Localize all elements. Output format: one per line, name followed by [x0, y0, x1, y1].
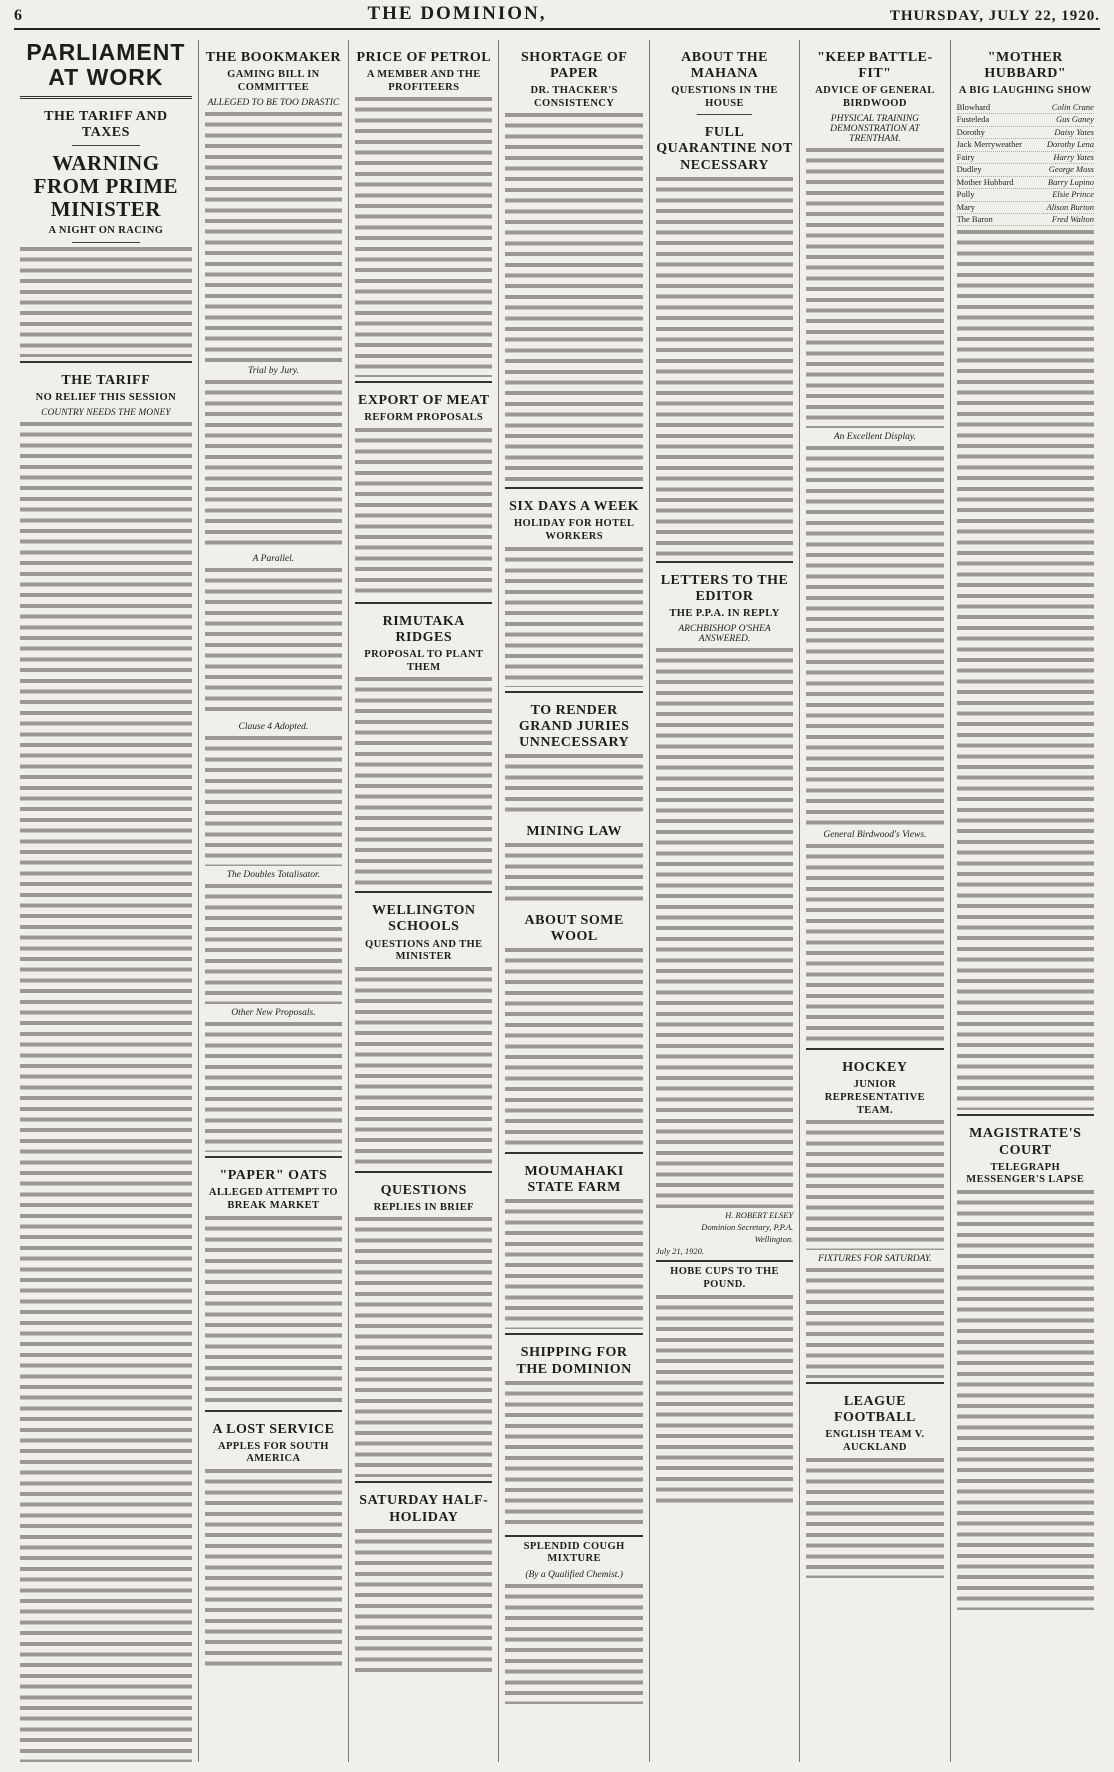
- article-body: [505, 113, 642, 483]
- mother-hubbard-heading: "MOTHER HUBBARD": [984, 50, 1067, 82]
- wool-heading: ABOUT SOME WOOL: [524, 913, 624, 945]
- gaming-bill-sub: GAMING BILL IN COMMITTEE: [227, 69, 320, 93]
- state-farm-heading: MOUMAHAKI STATE FARM: [524, 1164, 624, 1196]
- junior-team-sub: JUNIOR REPRESENTATIVE TEAM.: [824, 1079, 926, 1116]
- reform-sub: REFORM PROPOSALS: [364, 412, 484, 424]
- questions-heading: QUESTIONS: [380, 1182, 467, 1198]
- article-body: [806, 446, 943, 826]
- trial-by-jury-sub: Trial by Jury.: [247, 366, 299, 377]
- article-body: [505, 1199, 642, 1329]
- no-relief-sub: NO RELIEF THIS SESSION: [35, 391, 177, 403]
- archbishop-sub: ARCHBISHOP O'SHEA ANSWERED.: [678, 624, 771, 645]
- cast-row: Mary Alison Burton: [957, 202, 1094, 214]
- shipping-heading: SHIPPING FOR THE DOMINION: [516, 1345, 632, 1377]
- cast-row: Fusteleda Gus Ganey: [957, 114, 1094, 126]
- break-market-sub: ALLEGED ATTEMPT TO BREAK MARKET: [208, 1187, 338, 1211]
- article-body: [806, 1268, 943, 1378]
- article-body: [205, 568, 342, 718]
- rimutaka-heading: RIMUTAKA RIDGES: [382, 613, 465, 646]
- paper-oats-heading: "PAPER" OATS: [219, 1168, 328, 1184]
- cast-row: Blowhard Colin Crane: [957, 102, 1094, 114]
- new-proposals-sub: Other New Proposals.: [231, 1008, 316, 1019]
- article-body: [355, 1217, 492, 1477]
- article-body: [355, 967, 492, 1167]
- article-body: [205, 1022, 342, 1152]
- article-body: [505, 948, 642, 1148]
- hockey-heading: HOCKEY: [842, 1060, 908, 1076]
- article-body: [355, 1529, 492, 1679]
- chemist-sub: (By a Qualified Chemist.): [525, 1569, 623, 1580]
- column-4: [499, 40, 649, 1762]
- bookmaker-heading: THE BOOKMAKER: [205, 50, 342, 65]
- article-body: [355, 97, 492, 377]
- page-number: 6: [14, 7, 22, 24]
- article-body: [656, 177, 793, 557]
- article-body: [355, 677, 492, 887]
- lost-service-heading: A LOST SERVICE: [212, 1421, 335, 1437]
- half-holiday-heading: SATURDAY HALF-HOLIDAY: [359, 1493, 489, 1525]
- messenger-lapse-sub: TELEGRAPH MESSENGER'S LAPSE: [966, 1161, 1085, 1186]
- magistrates-court-heading: MAGISTRATE'S COURT: [969, 1126, 1082, 1158]
- column-7: [951, 40, 1100, 1762]
- column-2: [199, 40, 349, 1762]
- article-body: [205, 884, 342, 1004]
- grand-juries-heading: TO RENDER GRAND JURIES UNNECESSARY: [518, 702, 630, 750]
- english-team-sub: ENGLISH TEAM V. AUCKLAND: [825, 1429, 925, 1454]
- quarantine-heading: FULL QUARANTINE NOT NECESSARY: [656, 125, 793, 173]
- article-body: [505, 843, 642, 903]
- issue-date: THURSDAY, JULY 22, 1920.: [889, 8, 1100, 24]
- country-needs-sub: COUNTRY NEEDS THE MONEY: [41, 408, 171, 419]
- cast-row: Polly Elsie Prince: [957, 189, 1094, 201]
- article-body: [806, 844, 943, 1044]
- letter-body: [656, 648, 793, 1208]
- article-body: [205, 1469, 342, 1669]
- paper-name: THE DOMINION,: [367, 3, 547, 24]
- article-body: [205, 736, 342, 866]
- trentham-sub: PHYSICAL TRAINING DEMONSTRATION AT TRENTHAM.: [830, 114, 920, 145]
- masthead: [14, 0, 1100, 30]
- too-drastic-sub: ALLEGED TO BE TOO DRASTIC: [207, 98, 340, 109]
- cast-row: Fairy Harry Yates: [957, 152, 1094, 164]
- cast-row: Jack Merryweather Dorothy Lena: [957, 139, 1094, 151]
- column-1: [14, 40, 199, 1762]
- replies-sub: REPLIES IN BRIEF: [373, 1201, 474, 1213]
- article-body: [505, 1584, 642, 1704]
- mining-law-heading: MINING LAW: [526, 823, 622, 839]
- article-body: [505, 547, 642, 687]
- cough-mixture-heading: SPLENDID COUGH MIXTURE: [523, 1540, 625, 1565]
- article-body: [20, 422, 192, 1762]
- birdwood-views-sub: General Birdwood's Views.: [823, 830, 927, 841]
- article-body: [205, 380, 342, 550]
- petrol-heading: PRICE OF PETROL: [356, 50, 492, 65]
- export-meat-heading: EXPORT OF MEAT: [358, 393, 490, 409]
- profiteers-sub: A MEMBER AND THE PROFITEERS: [366, 69, 481, 93]
- column-5: [650, 40, 800, 1762]
- cast-row: Dorothy Daisy Yates: [957, 127, 1094, 139]
- column-6: [800, 40, 950, 1762]
- night-on-racing-sub: A NIGHT ON RACING: [48, 225, 164, 237]
- letters-heading: LETTERS TO THE EDITOR: [660, 572, 789, 604]
- letter-signature: H. ROBERT ELSEY: [725, 1210, 794, 1221]
- hotel-workers-sub: HOLIDAY FOR HOTEL WORKERS: [513, 518, 635, 543]
- article-body: [806, 148, 943, 428]
- excellent-display-sub: An Excellent Display.: [833, 432, 916, 443]
- paper-shortage-heading: SHORTAGE OF PAPER: [521, 50, 628, 82]
- cast-row: The Baron Fred Walton: [957, 214, 1094, 226]
- apples-sub: APPLES FOR SOUTH AMERICA: [217, 1440, 329, 1465]
- tariff-heading: THE TARIFF: [61, 372, 151, 388]
- prime-minister-headline: WARNING FROM PRIME MINISTER: [33, 150, 179, 221]
- article-body: [205, 112, 342, 362]
- minister-sub: QUESTIONS AND THE MINISTER: [365, 938, 483, 963]
- mahana-heading: ABOUT THE MAHANA: [681, 50, 768, 82]
- article-body: [505, 1381, 642, 1531]
- schools-heading: WELLINGTON SCHOOLS: [372, 903, 476, 935]
- league-football-heading: LEAGUE FOOTBALL: [834, 1394, 916, 1426]
- article-body: [205, 1216, 342, 1406]
- cast-row: Mother Hubbard Barry Lupino: [957, 177, 1094, 189]
- article-body: [505, 754, 642, 814]
- doubles-totalisator-sub: The Doubles Totalisator.: [226, 870, 321, 881]
- questions-house-sub: QUESTIONS IN THE HOUSE: [671, 85, 778, 109]
- battle-fit-heading: "KEEP BATTLE-FIT": [817, 50, 933, 82]
- article-body: [355, 428, 492, 598]
- parallel-sub: A Parallel.: [252, 554, 295, 565]
- cast-row: Dudley George Moss: [957, 164, 1094, 176]
- article-body: [806, 1458, 943, 1578]
- article-body: [806, 1120, 943, 1250]
- letter-signature-title: Dominion Secretary, P.P.A.: [701, 1222, 794, 1233]
- birdwood-sub: ADVICE OF GENERAL BIRDWOOD: [815, 85, 935, 109]
- clause-4-sub: Clause 4 Adopted.: [238, 722, 309, 733]
- cast-list: [957, 102, 1094, 227]
- article-body: [656, 1295, 793, 1505]
- thacker-sub: DR. THACKER'S CONSISTENCY: [530, 85, 618, 109]
- article-body: [957, 1190, 1094, 1610]
- letter-signature-place: Wellington.: [754, 1234, 794, 1245]
- tariff-taxes-heading: THE TARIFF AND TAXES: [44, 108, 168, 140]
- laughing-show-sub: A BIG LAUGHING SHOW: [958, 85, 1092, 97]
- article-body: [20, 247, 192, 357]
- plant-sub: PROPOSAL TO PLANT THEM: [364, 649, 484, 673]
- column-3: [349, 40, 499, 1762]
- letter-date: July 21, 1920.: [655, 1246, 705, 1257]
- six-days-heading: SIX DAYS A WEEK: [509, 499, 640, 515]
- parliament-banner: PARLIAMENT AT WORK: [20, 40, 192, 99]
- review-body: [957, 230, 1094, 1110]
- fixtures-sub: FIXTURES FOR SATURDAY.: [818, 1254, 932, 1265]
- cups-pound-heading: HOBE CUPS TO THE POUND.: [670, 1266, 779, 1291]
- columns: [14, 40, 1100, 1762]
- ppa-reply-sub: THE P.P.A. IN REPLY: [669, 607, 780, 619]
